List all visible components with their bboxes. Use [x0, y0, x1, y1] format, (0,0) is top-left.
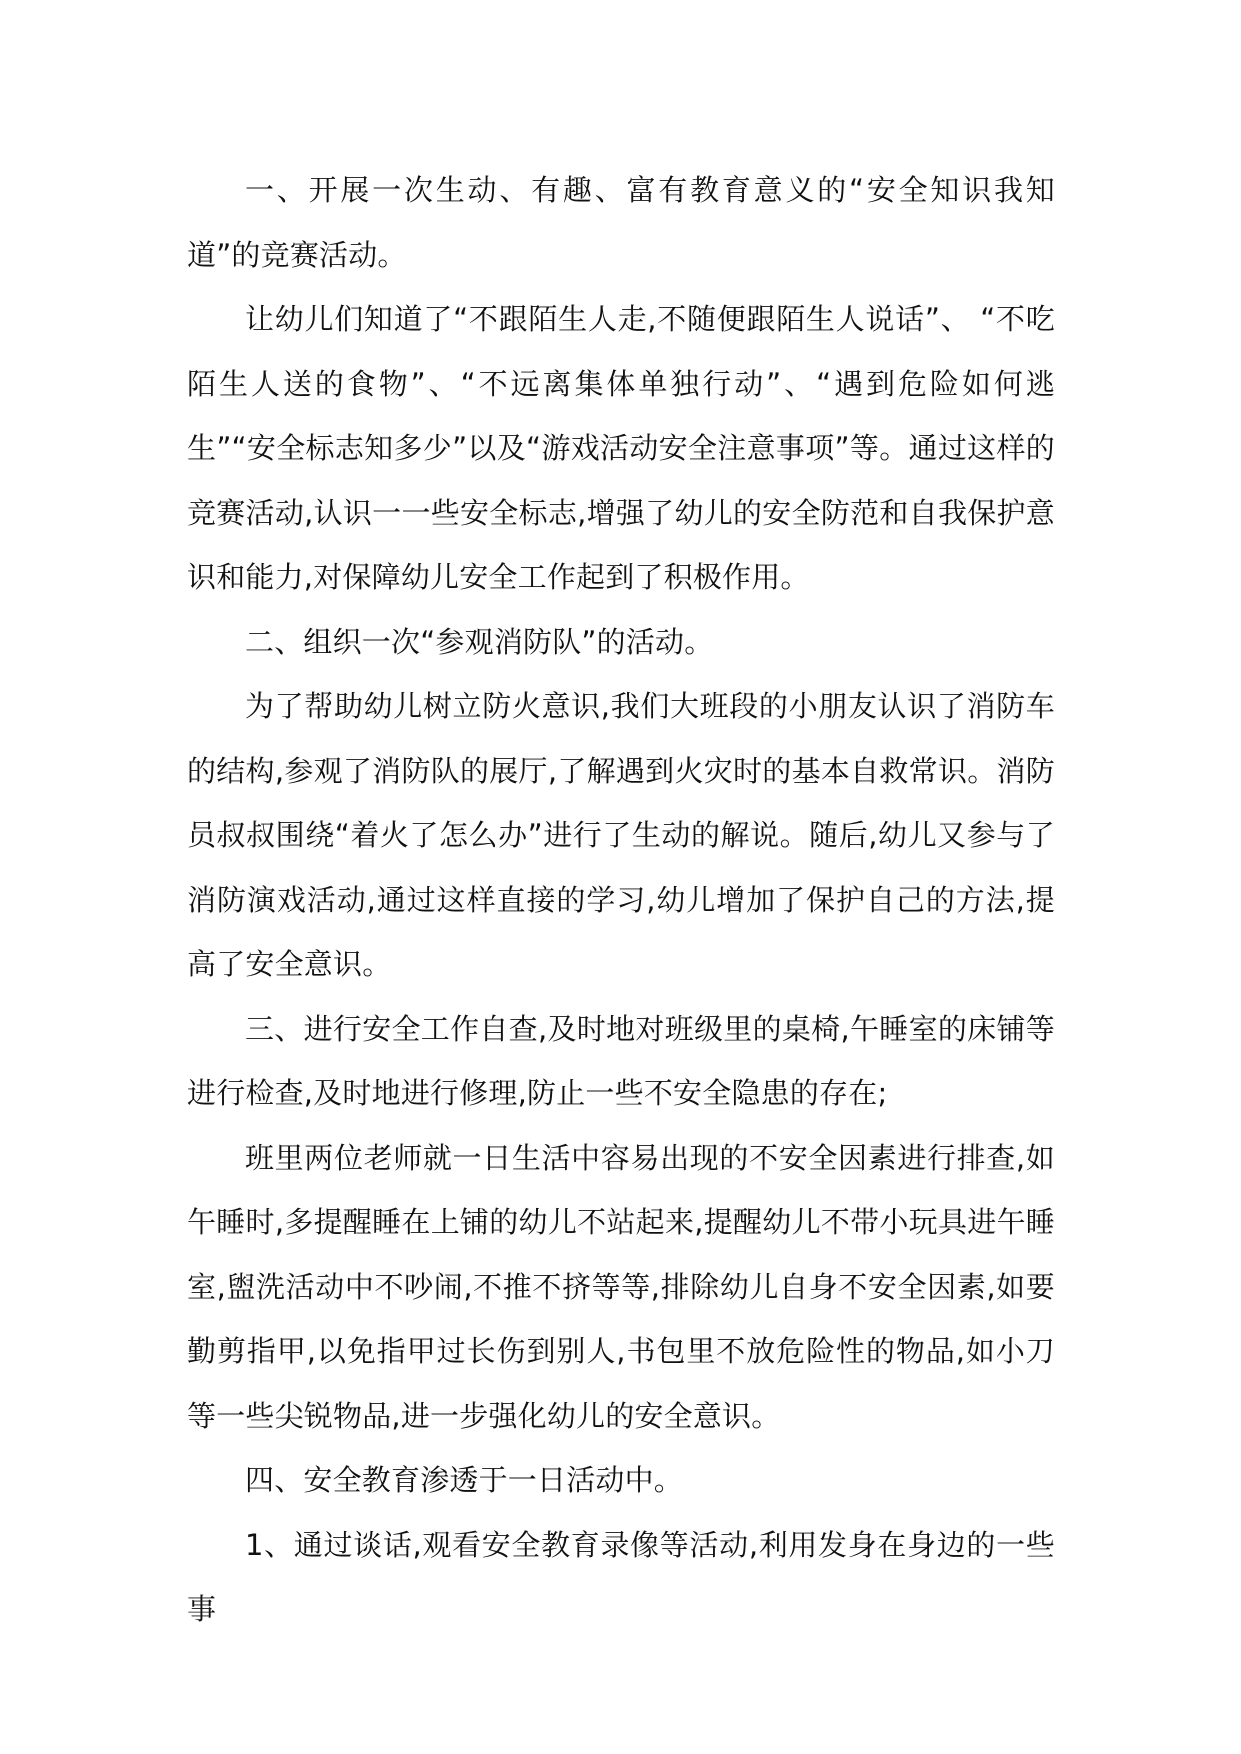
paragraph-7: 四、安全教育渗透于一日活动中。	[245, 1463, 684, 1497]
document-body	[187, 158, 1055, 1642]
paragraph-6: 班里两位老师就一日生活中容易出现的不安全因素进行排查,如午睡时,多提醒睡在上铺的幼儿不站起来,提醒幼儿不带小玩具进午睡室,盥洗活动中不吵闹,不推不挤等等,排除幼儿自身不安全因素,如要勤剪指甲,以免指甲过长伤到别人,书包里不放危险性的物品,如小刀等一些尖锐物品,进一步强化幼儿的安全意识。	[187, 1140, 1055, 1433]
paragraph-3: 二、组织一次“参观消防队”的活动。	[245, 624, 714, 659]
paragraph-8: 1、通过谈话,观看安全教育录像等活动,利用发身在身边的一些事	[187, 1527, 1055, 1626]
paragraph-1: 一、开展一次生动、有趣、富有教育意义的“安全知识我知道”的竞赛活动。	[187, 173, 1055, 272]
paragraph-2: 让幼儿们知道了“不跟陌生人走,不随便跟陌生人说话”、 “不吃陌生人送的食物”、“不远离集体单独行动”、“遇到危险如何逃生”“安全标志知多少”以及“游戏活动安全注意事项”等。通过这样的竞赛活动,认识一一些安全标志,增强了幼儿的安全防范和自我保护意识和能力,对保障幼儿安全工作起到了积极作用。	[187, 302, 1055, 594]
paragraph-5: 三、进行安全工作自查,及时地对班级里的桌椅,午睡室的床铺等进行检查,及时地进行修理,防止一些不安全隐患的存在;	[187, 1011, 1055, 1110]
paragraph-4: 为了帮助幼儿树立防火意识,我们大班段的小朋友认识了消防车的结构,参观了消防队的展厅,了解遇到火灾时的基本自救常识。消防员叔叔围绕“着火了怎么办”进行了生动的解说。随后,幼儿又参与了消防演戏活动,通过这样直接的学习,幼儿增加了保护自己的方法,提高了安全意识。	[187, 689, 1055, 981]
